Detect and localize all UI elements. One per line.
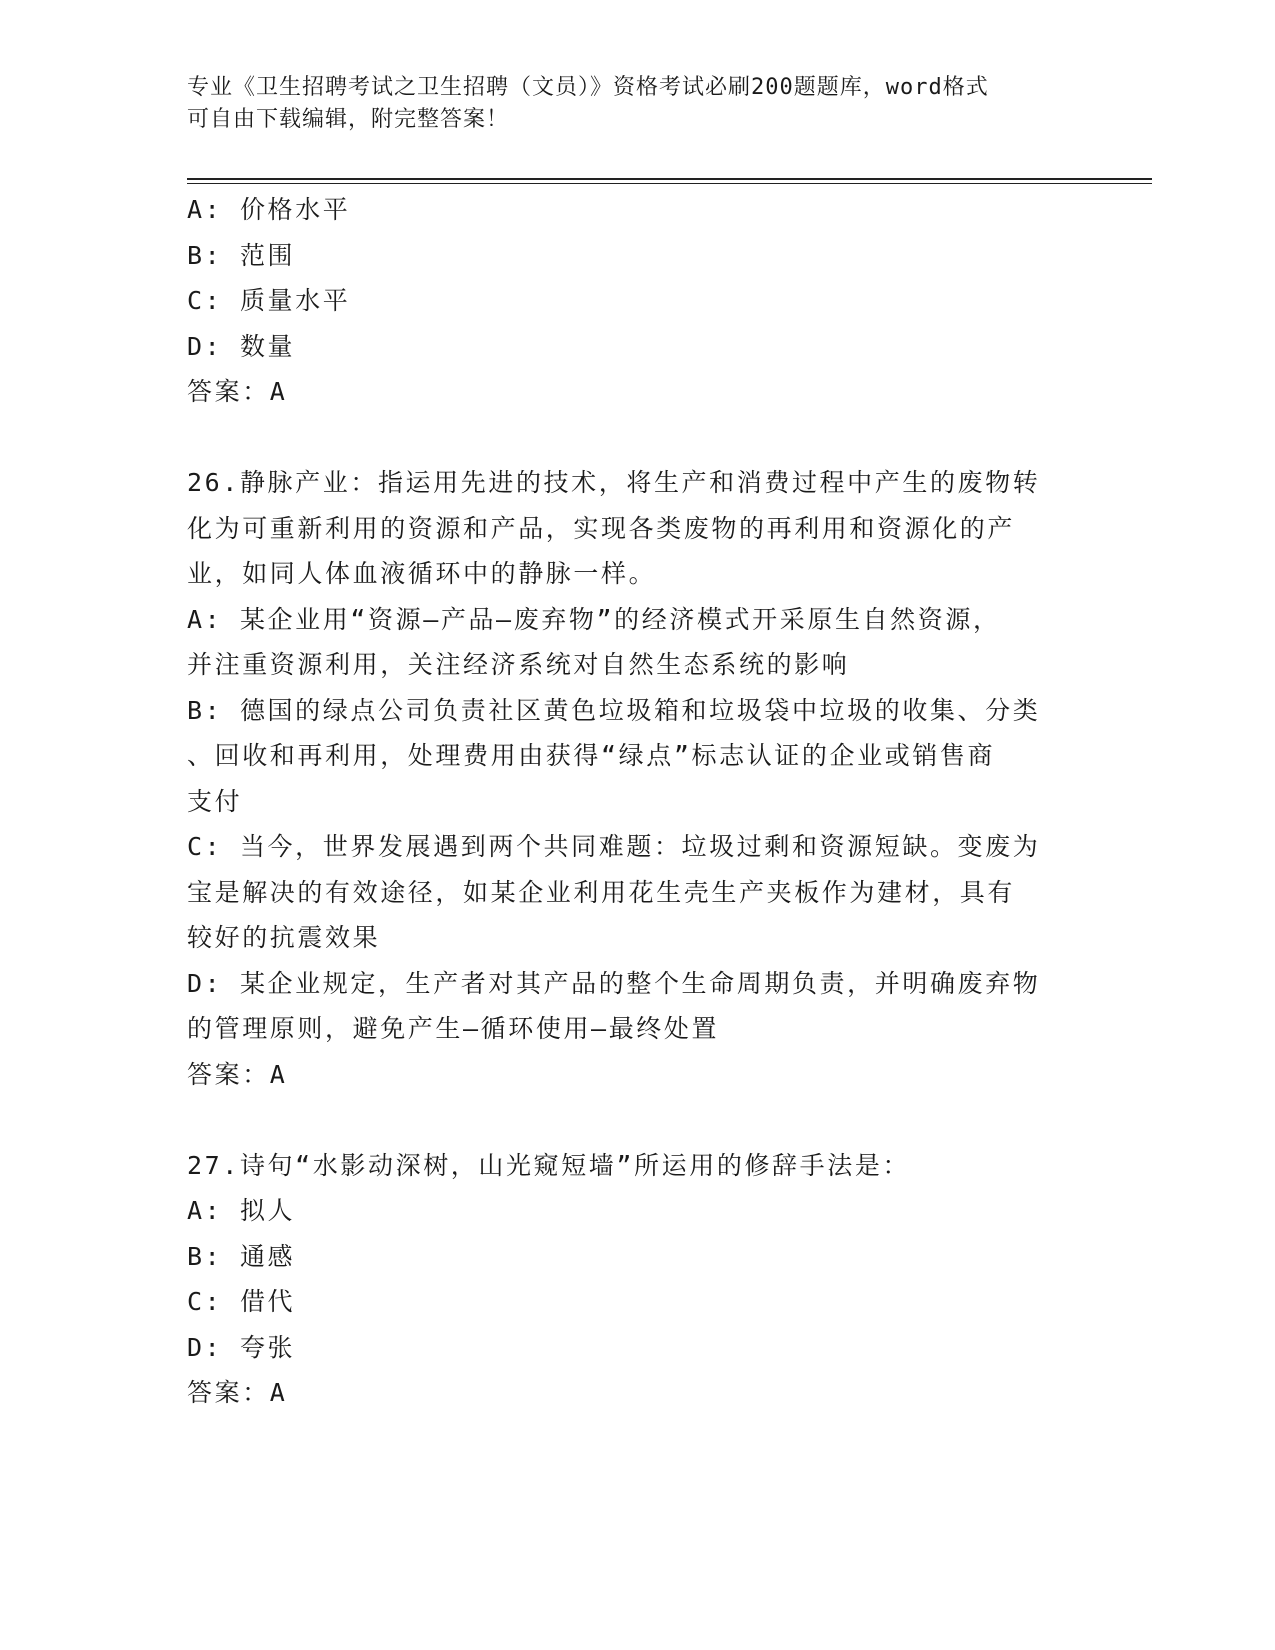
document-header <box>187 72 1067 136</box>
q26-option-d: D: 某企业规定，生产者对其产品的整个生命周期负责，并明确废弃物 <box>187 968 1041 998</box>
q26-option-c: C: 当今，世界发展遇到两个共同难题：垃圾过剩和资源短缺。变废为 <box>187 832 1041 861</box>
question-content <box>187 187 1087 1416</box>
q26-option-b-cont: 支付 <box>187 786 243 816</box>
q26-option-d-cont: 的管理原则，避免产生—循环使用—最终处置 <box>187 1014 720 1043</box>
spacer <box>187 1097 1087 1143</box>
q27-option-a: A: 拟人 <box>187 1196 296 1225</box>
spacer <box>187 415 1087 461</box>
q26-option-a-cont: 并注重资源利用，关注经济系统对自然生态系统的影响 <box>187 650 850 679</box>
q25-option-a: A: 价格水平 <box>187 195 351 224</box>
q26-option-c-cont: 较好的抗震效果 <box>187 923 381 952</box>
question-25-block <box>187 187 1087 415</box>
q26-stem-line: 业，如同人体血液循环中的静脉一样。 <box>187 559 657 588</box>
q26-stem-line: 26.静脉产业：指运用先进的技术，将生产和消费过程中产生的废物转 <box>187 468 1041 497</box>
q27-option-b: B: 通感 <box>187 1241 296 1271</box>
question-27-block <box>187 1143 1087 1416</box>
q27-option-d: D: 夸张 <box>187 1332 296 1362</box>
q26-option-a: A: 某企业用“资源—产品—废弃物”的经济模式开采原生自然资源， <box>187 604 1001 634</box>
q25-option-d: D: 数量 <box>187 331 296 361</box>
q27-option-c: C: 借代 <box>187 1287 296 1316</box>
q25-answer: 答案：A <box>187 377 288 406</box>
q26-stem-line: 化为可重新利用的资源和产品，实现各类废物的再利用和资源化的产 <box>187 513 1016 543</box>
q26-option-c-cont: 宝是解决的有效途径，如某企业利用花生壳生产夹板作为建材，具有 <box>187 877 1016 907</box>
header-divider-thick <box>187 178 1152 180</box>
q27-answer: 答案：A <box>187 1378 288 1407</box>
q26-answer: 答案：A <box>187 1059 288 1089</box>
header-line-2: 可自由下载编辑，附完整答案！ <box>187 107 510 132</box>
q27-stem: 27.诗句“水影动深树，山光窥短墙”所运用的修辞手法是： <box>187 1150 911 1180</box>
question-26-block <box>187 460 1087 1097</box>
header-line-1: 专业《卫生招聘考试之卫生招聘（文员）》资格考试必刷200题题库，word格式 <box>187 75 989 100</box>
q26-option-b: B: 德国的绿点公司负责社区黄色垃圾箱和垃圾袋中垃圾的收集、分类 <box>187 695 1041 725</box>
q26-option-b-cont: 、回收和再利用，处理费用由获得“绿点”标志认证的企业或销售商 <box>187 741 996 770</box>
q25-option-b: B: 范围 <box>187 240 296 270</box>
header-divider-thin <box>187 183 1152 184</box>
q25-option-c: C: 质量水平 <box>187 286 351 315</box>
